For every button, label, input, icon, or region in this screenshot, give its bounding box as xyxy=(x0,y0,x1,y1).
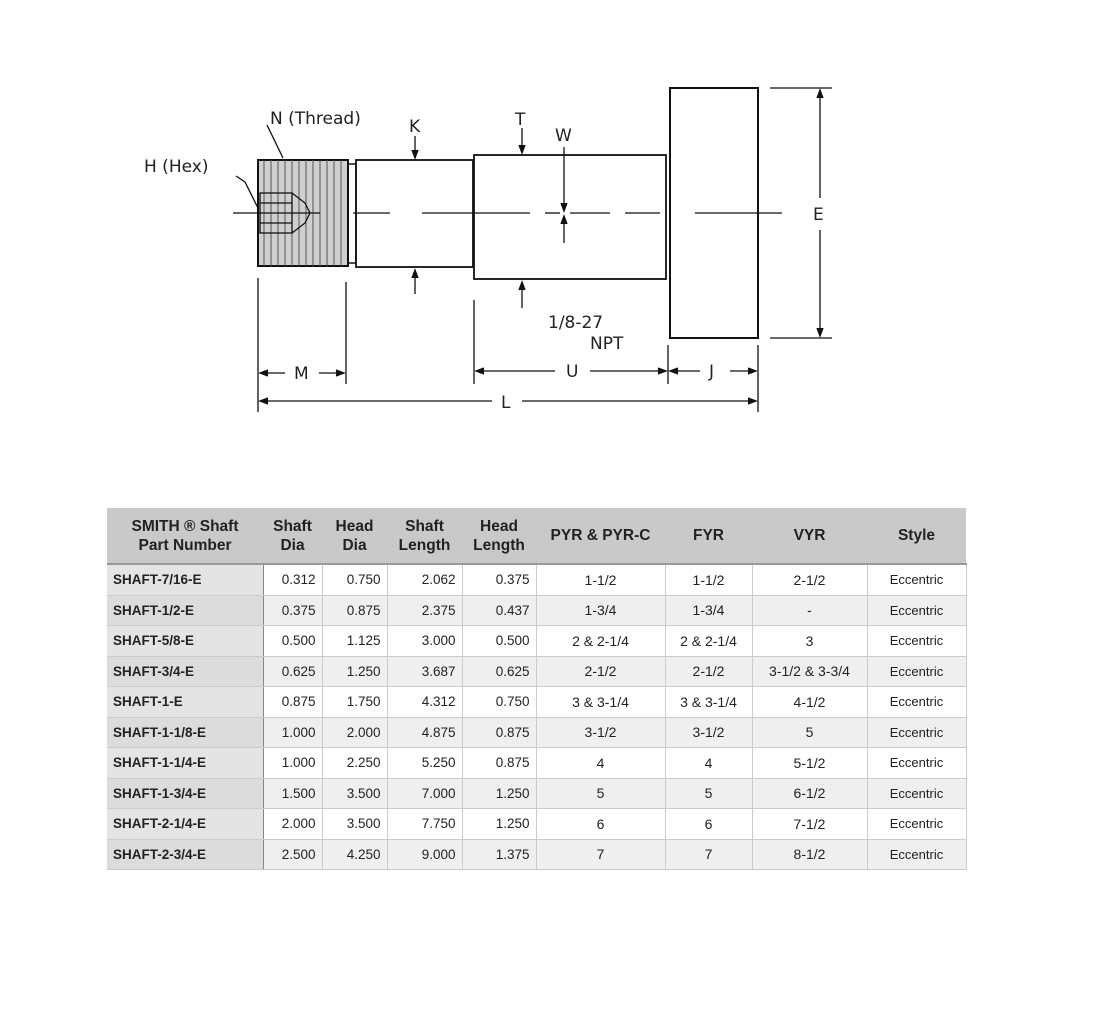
table-cell: 1.750 xyxy=(322,687,387,718)
label-e: E xyxy=(813,205,824,225)
table-cell: 0.875 xyxy=(263,687,322,718)
label-l: L xyxy=(501,393,511,413)
table-cell: 1.000 xyxy=(263,748,322,779)
table-cell: - xyxy=(752,595,867,626)
table-cell: 1.250 xyxy=(322,656,387,687)
column-header-line: Dia xyxy=(342,536,367,554)
table-cell: 0.750 xyxy=(322,564,387,595)
table-cell: 7 xyxy=(665,839,752,870)
table-row xyxy=(107,687,966,718)
table-cell: Eccentric xyxy=(867,595,966,626)
table-row xyxy=(107,809,966,840)
table-cell: 0.625 xyxy=(462,656,536,687)
column-header xyxy=(462,508,536,564)
table-cell: 1-3/4 xyxy=(536,595,665,626)
column-header xyxy=(322,508,387,564)
table-cell: 3.500 xyxy=(322,778,387,809)
part-number-cell: SHAFT-1-3/4-E xyxy=(107,778,263,809)
table-cell: 7-1/2 xyxy=(752,809,867,840)
column-header-line: Length xyxy=(398,536,451,554)
table-cell: 2 & 2-1/4 xyxy=(665,626,752,657)
table-cell: Eccentric xyxy=(867,687,966,718)
table-row xyxy=(107,778,966,809)
table-cell: Eccentric xyxy=(867,564,966,595)
table-cell: 0.312 xyxy=(263,564,322,595)
table-cell: 2.250 xyxy=(322,748,387,779)
shaft-dimension-drawing xyxy=(0,0,1117,480)
table-cell: 4.312 xyxy=(387,687,462,718)
part-number-cell: SHAFT-5/8-E xyxy=(107,626,263,657)
table-cell: 2-1/2 xyxy=(665,656,752,687)
table-cell: 6 xyxy=(665,809,752,840)
table-cell: 0.437 xyxy=(462,595,536,626)
table-cell: 0.750 xyxy=(462,687,536,718)
table-cell: 0.875 xyxy=(462,748,536,779)
table-row xyxy=(107,595,966,626)
table-cell: 4 xyxy=(665,748,752,779)
label-npt: NPT xyxy=(590,334,624,354)
table-cell: 2.000 xyxy=(322,717,387,748)
table-cell: 4.875 xyxy=(387,717,462,748)
table-cell: 2-1/2 xyxy=(752,564,867,595)
table-cell: 0.375 xyxy=(462,564,536,595)
column-header-line: Head xyxy=(480,517,518,535)
table-cell: Eccentric xyxy=(867,839,966,870)
label-k: K xyxy=(409,117,421,137)
table-cell: 1.500 xyxy=(263,778,322,809)
table-row xyxy=(107,626,966,657)
table-cell: 3-1/2 xyxy=(536,717,665,748)
table-cell: Eccentric xyxy=(867,626,966,657)
column-header-line: Length xyxy=(473,536,525,554)
table-cell: 6-1/2 xyxy=(752,778,867,809)
column-header xyxy=(665,508,752,564)
label-j: J xyxy=(709,362,715,382)
part-number-cell: SHAFT-3/4-E xyxy=(107,656,263,687)
column-header-line: Style xyxy=(897,527,936,544)
part-number-cell: SHAFT-1/2-E xyxy=(107,595,263,626)
column-header-line: SMITH ® Shaft xyxy=(131,517,239,535)
table-cell: 7.750 xyxy=(387,809,462,840)
table-cell: 3 & 3-1/4 xyxy=(665,687,752,718)
label-w: W xyxy=(555,126,572,146)
table-row xyxy=(107,717,966,748)
column-header-line: Shaft xyxy=(405,517,444,535)
table-cell: 0.500 xyxy=(263,626,322,657)
part-number-cell: SHAFT-7/16-E xyxy=(107,564,263,595)
part-number-cell: SHAFT-1-E xyxy=(107,687,263,718)
table-cell: 1.000 xyxy=(263,717,322,748)
label-t: T xyxy=(515,110,526,130)
column-header xyxy=(387,508,462,564)
column-header-line: Part Number xyxy=(138,536,232,554)
table-row xyxy=(107,564,966,595)
label-m: M xyxy=(294,364,309,384)
table-row xyxy=(107,839,966,870)
label-npt-size: 1/8-27 xyxy=(548,313,604,333)
table-cell: 5 xyxy=(752,717,867,748)
table-cell: 5 xyxy=(536,778,665,809)
label-u: U xyxy=(566,362,579,382)
table-row xyxy=(107,656,966,687)
table-cell: 1-3/4 xyxy=(665,595,752,626)
table-cell: 2.000 xyxy=(263,809,322,840)
column-header-line: Head xyxy=(335,517,374,535)
table-cell: 2.500 xyxy=(263,839,322,870)
table-cell: 2.375 xyxy=(387,595,462,626)
table-row xyxy=(107,748,966,779)
table-cell: 0.625 xyxy=(263,656,322,687)
label-thread: N (Thread) xyxy=(270,109,361,129)
column-header-line: Shaft xyxy=(273,517,312,535)
column-header xyxy=(867,508,966,564)
part-number-cell: SHAFT-1-1/4-E xyxy=(107,748,263,779)
table-cell: Eccentric xyxy=(867,748,966,779)
table-cell: 1.250 xyxy=(462,809,536,840)
table-cell: 3.000 xyxy=(387,626,462,657)
part-number-cell: SHAFT-2-1/4-E xyxy=(107,809,263,840)
table-cell: 0.875 xyxy=(322,595,387,626)
table-header-row xyxy=(107,508,966,564)
table-cell: 1.250 xyxy=(462,778,536,809)
table-cell: 5 xyxy=(665,778,752,809)
table-cell: 7 xyxy=(536,839,665,870)
table-cell: 1.125 xyxy=(322,626,387,657)
table-cell: 0.500 xyxy=(462,626,536,657)
table-cell: Eccentric xyxy=(867,778,966,809)
table-cell: 3-1/2 xyxy=(665,717,752,748)
column-header-line: Dia xyxy=(280,536,305,554)
part-number-cell: SHAFT-2-3/4-E xyxy=(107,839,263,870)
shaft-t xyxy=(474,155,666,279)
table-cell: 9.000 xyxy=(387,839,462,870)
table-cell: 3 & 3-1/4 xyxy=(536,687,665,718)
table-cell: 2 & 2-1/4 xyxy=(536,626,665,657)
table-cell: 0.875 xyxy=(462,717,536,748)
table-cell: 6 xyxy=(536,809,665,840)
part-number-cell: SHAFT-1-1/8-E xyxy=(107,717,263,748)
column-header xyxy=(752,508,867,564)
table-cell: 8-1/2 xyxy=(752,839,867,870)
table-cell: 4.250 xyxy=(322,839,387,870)
table-cell: 4-1/2 xyxy=(752,687,867,718)
table-cell: 2-1/2 xyxy=(536,656,665,687)
table-cell: 1-1/2 xyxy=(536,564,665,595)
table-cell: 5.250 xyxy=(387,748,462,779)
table-cell: 3-1/2 & 3-3/4 xyxy=(752,656,867,687)
table-cell: 2.062 xyxy=(387,564,462,595)
table-cell: 7.000 xyxy=(387,778,462,809)
column-header xyxy=(107,508,263,564)
table-cell: Eccentric xyxy=(867,656,966,687)
table-cell: Eccentric xyxy=(867,809,966,840)
column-header-line: PYR & PYR-C xyxy=(550,527,651,544)
column-header xyxy=(536,508,665,564)
table-cell: 4 xyxy=(536,748,665,779)
table-cell: Eccentric xyxy=(867,717,966,748)
table-cell: 3 xyxy=(752,626,867,657)
table-cell: 1.375 xyxy=(462,839,536,870)
column-header xyxy=(263,508,322,564)
table-cell: 1-1/2 xyxy=(665,564,752,595)
column-header-line: FYR xyxy=(693,527,724,544)
column-header-line: VYR xyxy=(793,527,826,544)
table-cell: 3.687 xyxy=(387,656,462,687)
table-cell: 3.500 xyxy=(322,809,387,840)
label-hex: H (Hex) xyxy=(144,157,209,177)
table-cell: 0.375 xyxy=(263,595,322,626)
shaft-spec-table xyxy=(107,508,967,870)
table-cell: 5-1/2 xyxy=(752,748,867,779)
